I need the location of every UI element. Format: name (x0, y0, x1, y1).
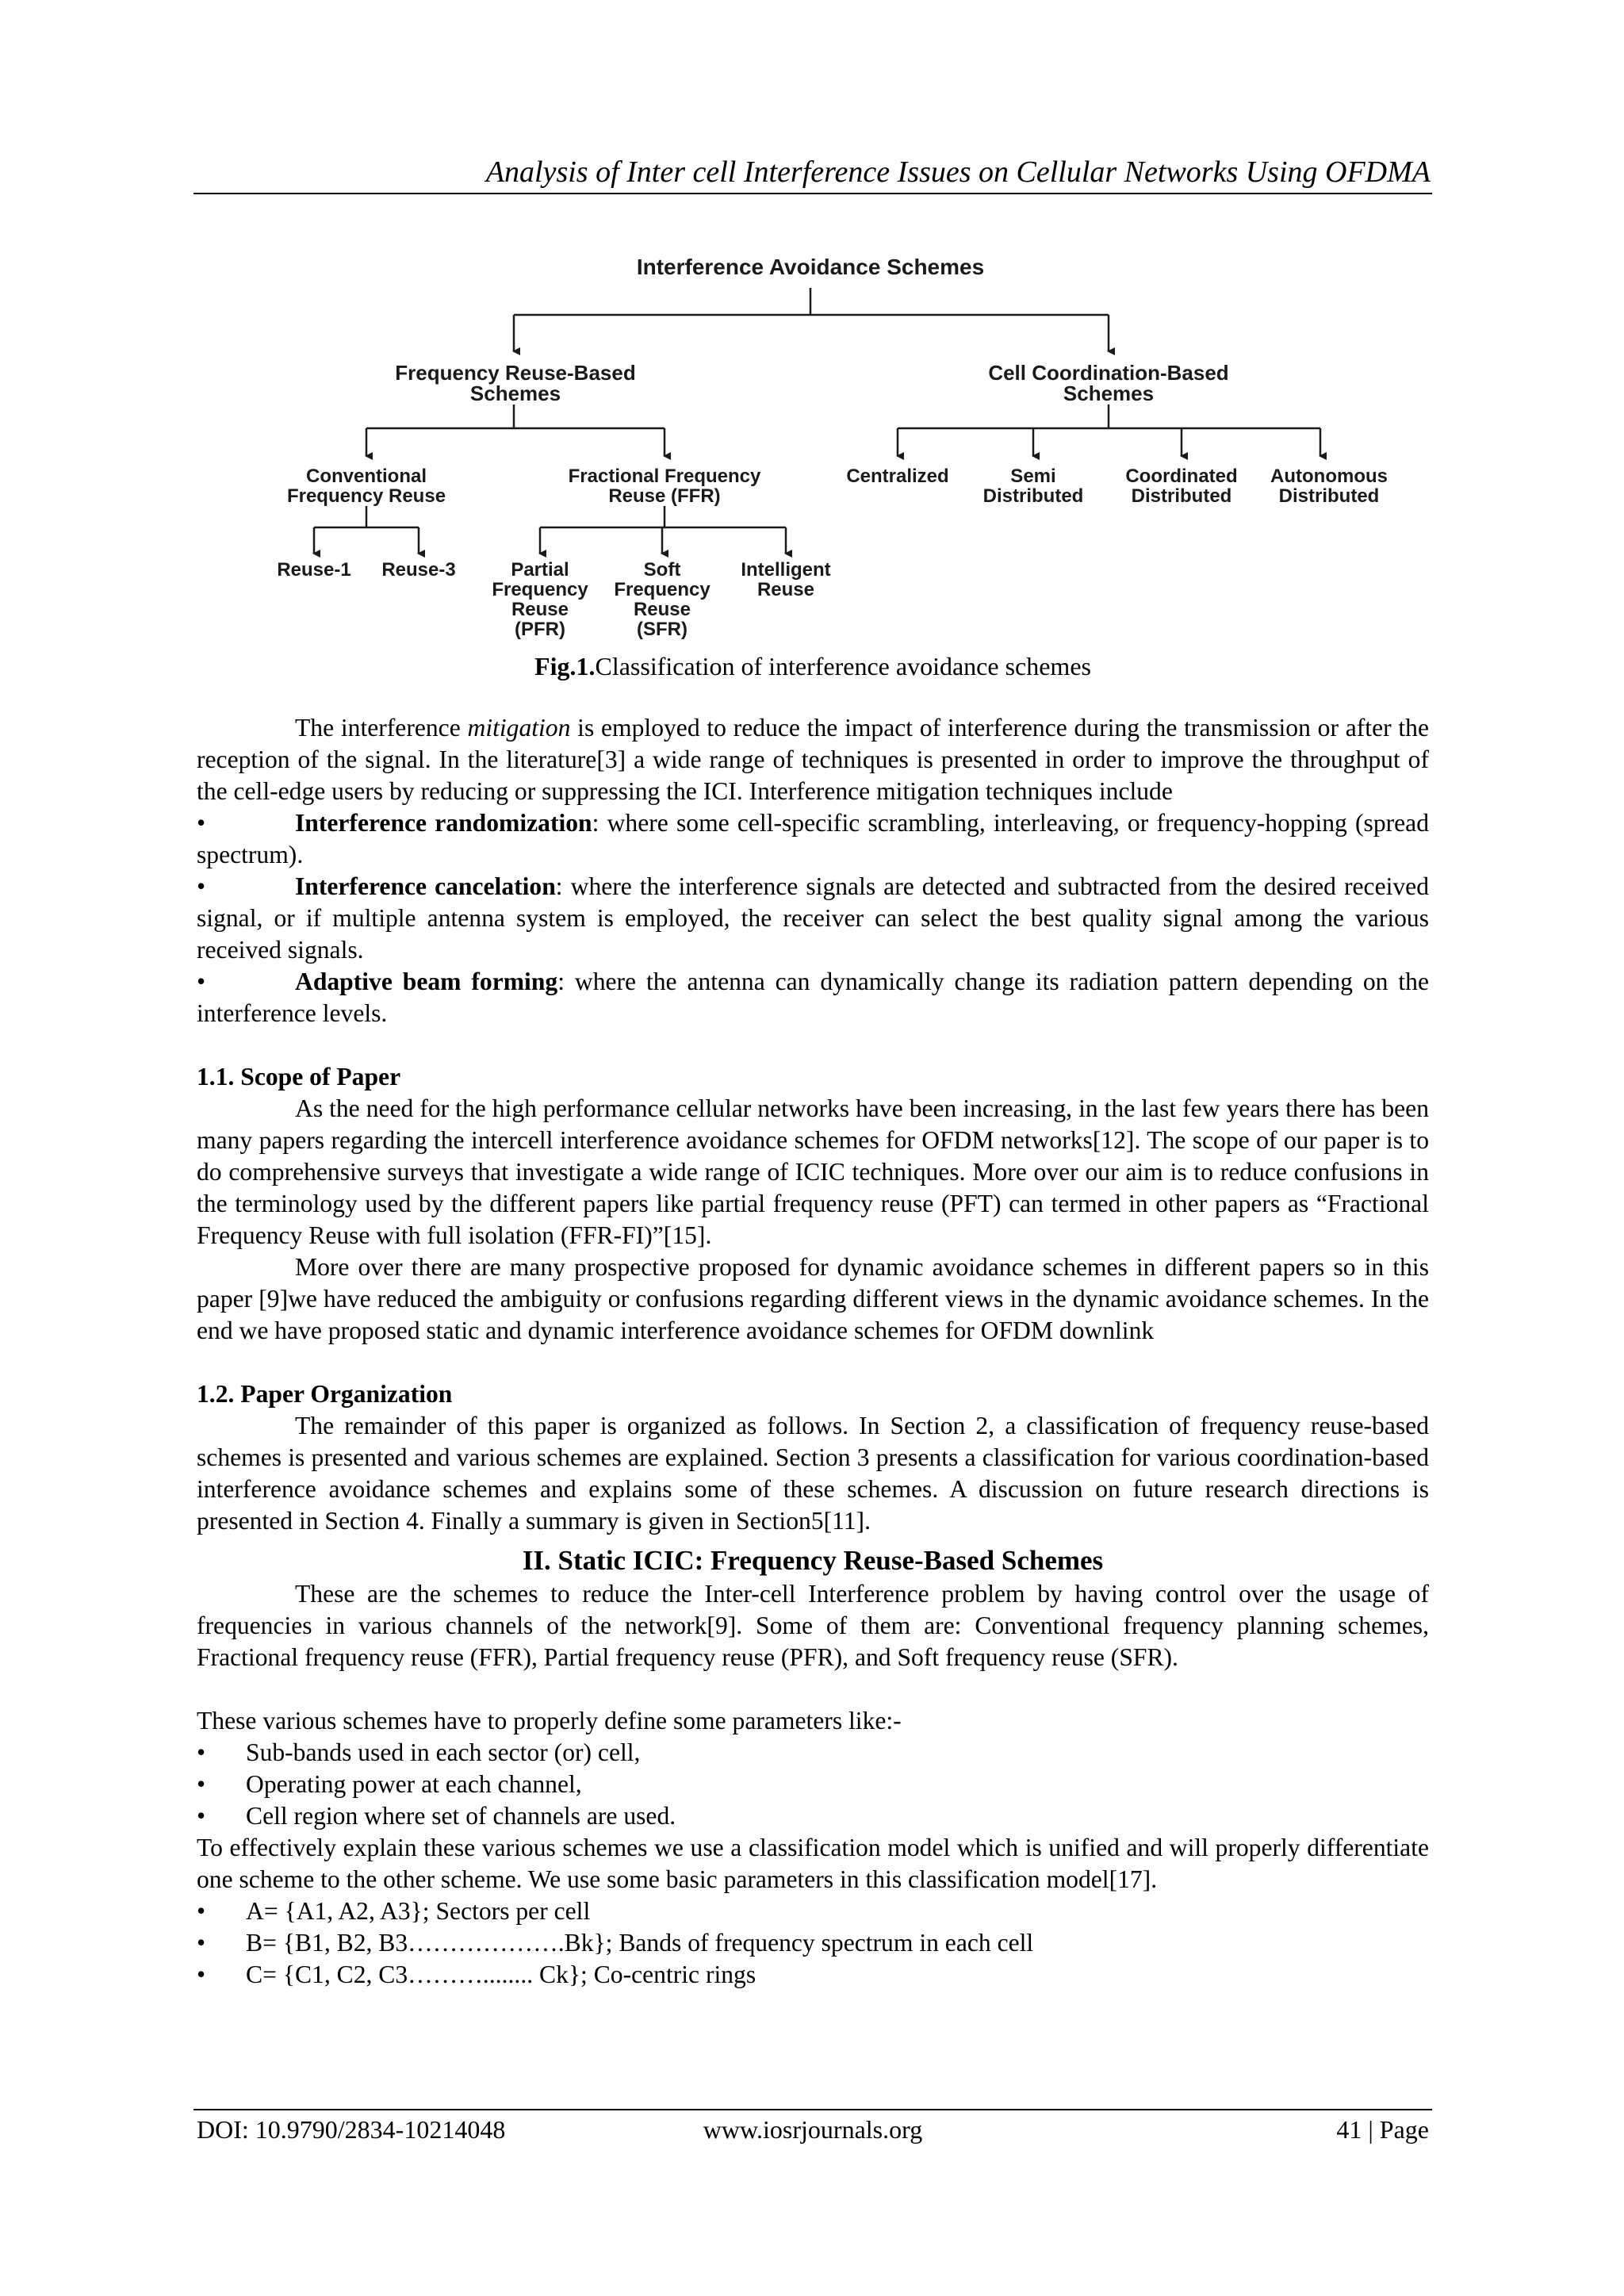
list-item (197, 1737, 1429, 1769)
bullet-text: Sub-bands used in each sector (or) cell, (246, 1738, 641, 1766)
footer-page-number: 41 | Page (1336, 2115, 1429, 2144)
bullet-text: : where the antenna can dynamically change its radiation pattern depending on the interference levels. (197, 968, 1429, 1027)
list-item (197, 1895, 1429, 1927)
bullet-text: C= {C1, C2, C3………........ Ck}; Co-centric rings (246, 1961, 756, 1988)
diagram-connectors (238, 242, 1427, 662)
paragraph-static-icic-1: These are the schemes to reduce the Inter-cell Interference problem by having control over the usage of frequencies in various channels of the network[9]. Some of them are: Conventional frequency planning schemes, Fractional frequency reuse (FFR), Partial frequency reuse (PFR), and Soft frequency reuse (SFR). (197, 1580, 1429, 1671)
footer-site: www.iosrjournals.org (703, 2115, 923, 2144)
footer-rule (193, 2109, 1432, 2110)
section-heading-scope: 1.1. Scope of Paper (197, 1063, 401, 1091)
paragraph-organization: The remainder of this paper is organized as follows. In Section 2, a classification of frequency reuse-based schemes is presented and various schemes are explained. Section 3 presents a classification for various coordination-based interference avoidance schemes and explains some of these schemes. A discussion on future research directions is presented in Section 4. Finally a summary is given in Section5[11]. (197, 1412, 1429, 1535)
bullet-text: : where some cell-specific scrambling, interleaving, or frequency-hopping (spread spectrum). (197, 809, 1430, 868)
figure-caption-text: Classification of interference avoidance schemes (595, 652, 1091, 680)
bullet-text: A= {A1, A2, A3}; Sectors per cell (246, 1897, 591, 1925)
paragraph-gap (197, 1673, 1429, 1705)
bullet-glyph: • (197, 1897, 206, 1925)
node-autonomous-distributed: Autonomous Distributed (1270, 466, 1388, 507)
bullet-glyph: • (197, 1738, 206, 1766)
list-item (197, 807, 1429, 871)
paragraph-scope-1: As the need for the high performance cellular networks have been increasing, in the last few years there has been many papers regarding the intercell interference avoidance schemes for OFDM networks[12]. The scope of our paper is to do comprehensive surveys that investigate a wide range of ICIC techniques. More over our aim is to reduce confusions in the terminology used by the different papers like partial frequency reuse (PFT) can termed in other papers as “Fractional Frequency Reuse with full isolation (FFR-FI)”[15]. (197, 1094, 1429, 1249)
node-centralized: Centralized (846, 466, 949, 487)
classification-diagram (238, 242, 1427, 662)
section-heading-static-icic: II. Static ICIC: Frequency Reuse-Based Schemes (522, 1545, 1104, 1576)
running-header: Analysis of Inter cell Interference Issues on Cellular Networks Using OFDMA (485, 155, 1431, 189)
bullet-glyph: • (197, 1961, 206, 1988)
header-rule (193, 193, 1432, 194)
bullet-glyph: • (197, 1770, 206, 1798)
node-semi-distributed: Semi Distributed (982, 466, 1084, 507)
paragraph-mitigation-post: is employed to reduce the impact of interference during the transmission or after the reception of the signal. In the literature[3] a wide range of techniques is presented in order to improve the throughput of the cell-edge users by reducing or suppressing the ICI. Interference mitigation techniques include (197, 714, 1429, 805)
list-item (197, 966, 1429, 1029)
node-frequency-reuse: Frequency Reuse-Based Schemes (395, 361, 636, 405)
bullet-term: Adaptive beam forming (295, 968, 558, 995)
list-item (197, 1769, 1429, 1800)
node-reuse-1: Reuse-1 (277, 559, 351, 581)
node-cell-coordination: Cell Coordination-Based Schemes (988, 361, 1229, 405)
bullet-text: Operating power at each channel, (246, 1770, 582, 1798)
paragraph-static-icic-2: These various schemes have to properly define some parameters like:- (197, 1707, 902, 1734)
node-sfr: Soft Frequency Reuse (SFR) (614, 559, 710, 640)
bullet-glyph: • (197, 872, 206, 900)
bullet-glyph: • (197, 1802, 206, 1830)
paragraph-mitigation (197, 712, 1429, 807)
figure-label: Fig.1. (534, 652, 596, 680)
node-ffr: Fractional Frequency Reuse (FFR) (568, 466, 761, 507)
bullet-term: Interference cancelation (295, 872, 556, 900)
bullet-text: B= {B1, B2, B3……………….Bk}; Bands of frequency spectrum in each cell (246, 1929, 1034, 1957)
bullet-text: Cell region where set of channels are used. (246, 1802, 676, 1830)
bullet-term: Interference randomization (295, 809, 592, 837)
list-item (197, 1959, 1429, 1991)
node-reuse-3: Reuse-3 (381, 559, 456, 581)
node-pfr: Partial Frequency Reuse (PFR) (492, 559, 588, 640)
paragraph-mitigation-pre: The interference (295, 714, 468, 742)
node-intelligent-reuse: Intelligent Reuse (741, 559, 831, 600)
bullet-text: : where the interference signals are detected and subtracted from the desired received signal, or if multiple antenna system is employed, the receiver can select the best quality signal among the various received signals. (197, 872, 1429, 964)
node-conventional: Conventional Frequency Reuse (286, 466, 446, 507)
bullet-glyph: • (197, 809, 206, 837)
paragraph-static-icic-3: To effectively explain these various schemes we use a classification model which is unified and will properly differentiate one scheme to the other scheme. We use some basic parameters in this classification model[17]. (197, 1834, 1429, 1893)
paragraph-scope-2: More over there are many prospective proposed for dynamic avoidance schemes in different papers so in this paper [9]we have reduced the ambiguity or confusions regarding different views in the dynamic avoidance schemes. In the end we have proposed static and dynamic interference avoidance schemes for OFDM downlink (197, 1253, 1429, 1344)
bullet-glyph: • (197, 1929, 206, 1957)
list-item (197, 1800, 1429, 1832)
body-text (197, 712, 1429, 1991)
list-item (197, 1927, 1429, 1959)
section-heading-organization: 1.2. Paper Organization (197, 1380, 453, 1408)
list-item (197, 871, 1429, 966)
node-root: Interference Avoidance Schemes (636, 255, 985, 279)
bullet-glyph: • (197, 968, 206, 995)
node-coordinated-distributed: Coordinated Distributed (1125, 466, 1238, 507)
footer-doi: DOI: 10.9790/2834-10214048 (197, 2115, 506, 2144)
emphasis-mitigation: mitigation (467, 714, 571, 742)
figure-caption (195, 650, 1431, 682)
